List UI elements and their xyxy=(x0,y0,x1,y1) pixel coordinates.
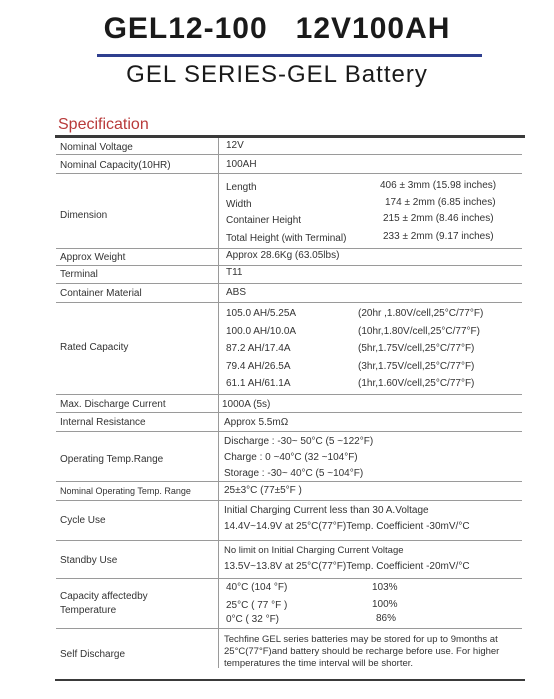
cycle-use-label: Cycle Use xyxy=(60,515,106,526)
dimension-length-value: 406 ± 3mm (15.98 inches) xyxy=(380,180,497,191)
capacity-temp-percent: 86% xyxy=(376,613,397,624)
title-underline xyxy=(97,54,482,57)
row-divider xyxy=(56,265,522,266)
capacity-temp-percent: 100% xyxy=(372,599,398,610)
row-divider xyxy=(56,394,522,395)
rated-capacity-condition: (3hr,1.75V/cell,25°C/77°F) xyxy=(358,361,475,372)
rated-capacity-value: 100.0 AH/10.0A xyxy=(226,326,297,337)
dimension-label: Dimension xyxy=(60,210,108,221)
self-discharge-label: Self Discharge xyxy=(60,649,126,660)
standby-use-label: Standby Use xyxy=(60,555,118,566)
self-discharge-text: Techfine GEL series batteries may be stored for up to 9months at 25°C(77°F)and battery should be recharge before use. For higher temperatures the time interval will be shorter. xyxy=(224,634,500,669)
nominal-voltage-label: Nominal Voltage xyxy=(60,142,133,153)
specification-heading: Specification xyxy=(58,116,149,133)
rated-capacity-value: 105.0 AH/5.25A xyxy=(226,308,297,319)
row-divider xyxy=(56,412,522,413)
rated-capacity-condition: (20hr ,1.80V/cell,25°C/77°F) xyxy=(358,308,484,319)
specification-bottom-rule xyxy=(55,679,525,681)
page-subtitle: GEL SERIES-GEL Battery xyxy=(126,61,428,88)
terminal-value: T11 xyxy=(226,267,243,278)
nominal-operating-temp-value: 25±3°C (77±5°F ) xyxy=(224,485,302,496)
operating-temp-label: Operating Temp.Range xyxy=(60,454,164,465)
dimension-width-name: Width xyxy=(226,199,252,210)
capacity-temp-condition: 0°C ( 32 °F) xyxy=(226,614,280,625)
max-discharge-label: Max. Discharge Current xyxy=(60,399,166,410)
row-divider xyxy=(56,628,522,629)
row-divider xyxy=(56,500,522,501)
dimension-container-height-name: Container Height xyxy=(226,215,302,226)
nominal-operating-temp-label: Nominal Operating Temp. Range xyxy=(60,486,191,496)
internal-resistance-label: Internal Resistance xyxy=(60,417,146,428)
rated-capacity-value: 61.1 AH/61.1A xyxy=(226,378,291,389)
max-discharge-value: 1000A (5s) xyxy=(222,399,271,410)
cycle-use-line: 14.4V~14.9V at 25°C(77°F)Temp. Coefficient -30mV/°C xyxy=(224,521,470,532)
rated-capacity-condition: (1hr,1.60V/cell,25°C/77°F) xyxy=(358,378,475,389)
container-material-label: Container Material xyxy=(60,288,142,299)
capacity-temp-percent: 103% xyxy=(372,582,398,593)
page-title: GEL12-100 12V100AH xyxy=(103,12,451,45)
row-divider xyxy=(56,154,522,155)
terminal-label: Terminal xyxy=(60,269,98,280)
row-divider xyxy=(56,431,522,432)
operating-temp-line: Charge : 0 ~40°C (32 ~104°F) xyxy=(224,452,358,463)
rated-capacity-value: 79.4 AH/26.5A xyxy=(226,361,291,372)
operating-temp-line: Discharge : -30~ 50°C (5 ~122°F) xyxy=(224,436,374,447)
row-divider xyxy=(56,302,522,303)
capacity-temp-condition: 40°C (104 °F) xyxy=(226,582,288,593)
row-divider xyxy=(56,481,522,482)
container-material-value: ABS xyxy=(226,287,247,298)
capacity-temp-label: Temperature xyxy=(60,605,117,616)
table-column-divider xyxy=(218,138,219,668)
specification-top-rule xyxy=(55,135,525,138)
rated-capacity-value: 87.2 AH/17.4A xyxy=(226,343,291,354)
standby-use-line: 13.5V~13.8V at 25°C(77°F)Temp. Coefficient -20mV/°C xyxy=(224,561,470,572)
approx-weight-value: Approx 28.6Kg (63.05lbs) xyxy=(226,250,340,261)
dimension-width-value: 174 ± 2mm (6.85 inches) xyxy=(385,197,496,208)
nominal-voltage-value: 12V xyxy=(226,140,244,151)
dimension-total-height-value: 233 ± 2mm (9.17 inches) xyxy=(383,231,494,242)
standby-use-line: No limit on Initial Charging Current Voltage xyxy=(224,545,404,556)
rated-capacity-label: Rated Capacity xyxy=(60,342,129,353)
dimension-total-height-name: Total Height (with Terminal) xyxy=(226,233,347,244)
operating-temp-line: Storage : -30~ 40°C (5 ~104°F) xyxy=(224,468,364,479)
row-divider xyxy=(56,540,522,541)
rated-capacity-condition: (5hr,1.75V/cell,25°C/77°F) xyxy=(358,343,475,354)
dimension-length-name: Length xyxy=(226,182,257,193)
nominal-capacity-label: Nominal Capacity(10HR) xyxy=(60,160,171,171)
approx-weight-label: Approx Weight xyxy=(60,252,126,263)
internal-resistance-value: Approx 5.5mΩ xyxy=(224,417,289,428)
capacity-temp-condition: 25°C ( 77 °F ) xyxy=(226,600,288,611)
row-divider xyxy=(56,283,522,284)
capacity-temp-label: Capacity affectedby xyxy=(60,591,148,602)
nominal-capacity-value: 100AH xyxy=(226,159,257,170)
row-divider xyxy=(56,578,522,579)
rated-capacity-condition: (10hr,1.80V/cell,25°C/77°F) xyxy=(358,326,480,337)
dimension-container-height-value: 215 ± 2mm (8.46 inches) xyxy=(383,213,494,224)
row-divider xyxy=(56,173,522,174)
cycle-use-line: Initial Charging Current less than 30 A.Voltage xyxy=(224,505,429,516)
row-divider xyxy=(56,248,522,249)
